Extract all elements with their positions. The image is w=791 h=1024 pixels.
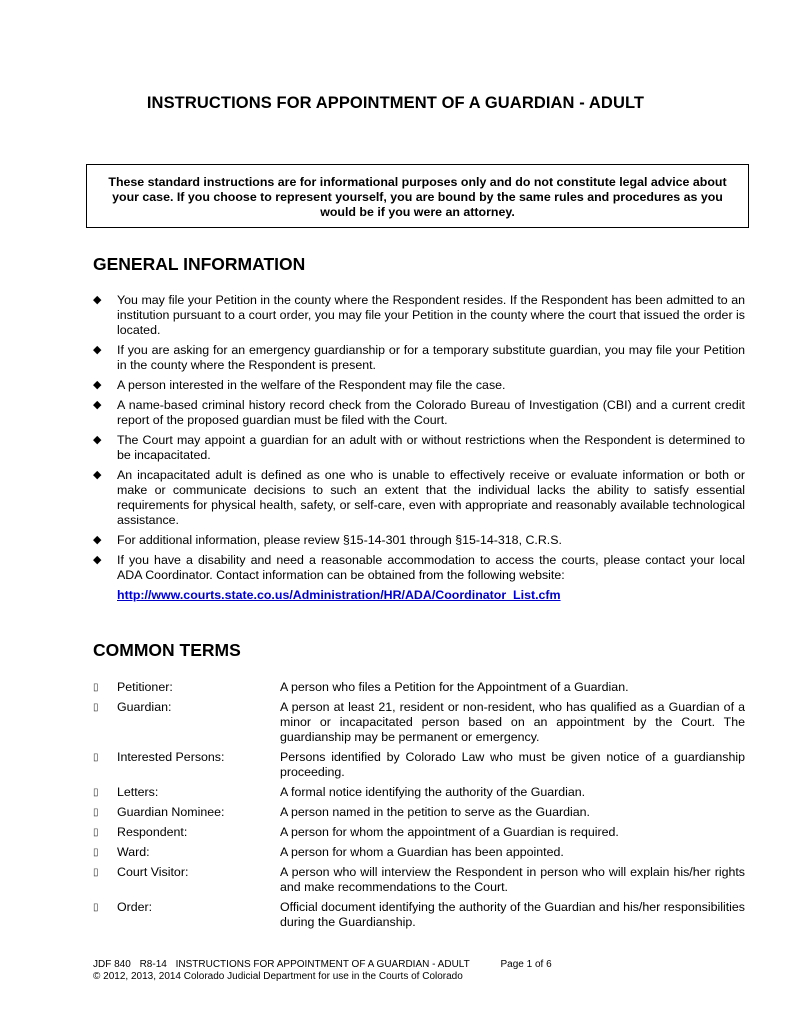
term-name: Petitioner: [117, 680, 173, 694]
term-definition: A formal notice identifying the authority of the Guardian. [280, 785, 586, 799]
term-name: Order: [117, 900, 153, 914]
diamond-icon: ◆ [93, 399, 102, 411]
term-definition: Official document identifying the authority of the Guardian and his/her responsibilities during the Guardianship. [280, 900, 745, 929]
list-item [93, 553, 745, 603]
missing-glyph-icon: ▯ [93, 867, 99, 878]
list-item: ◆ A person interested in the welfare of the Respondent may file the case. [93, 378, 506, 392]
term-name: Ward: [117, 845, 150, 859]
list-item [93, 805, 745, 820]
missing-glyph-icon: ▯ [93, 682, 99, 693]
list-item [93, 680, 745, 695]
missing-glyph-icon: ▯ [93, 787, 99, 798]
missing-glyph-icon: ▯ [93, 702, 99, 713]
missing-glyph-icon: ▯ [93, 752, 99, 763]
term-name: Respondent: [117, 825, 188, 839]
list-item [93, 750, 745, 780]
list-item [93, 900, 745, 930]
disclaimer-box [86, 164, 749, 228]
diamond-icon: ◆ [93, 379, 102, 391]
page-number: Page 1 of 6 [500, 959, 552, 970]
diamond-icon: ◆ [93, 469, 102, 481]
diamond-icon: ◆ [93, 534, 102, 546]
disclaimer-text: These standard instructions are for informational purposes only and do not constitute legal advice about your case. If you choose to represent yourself, you are bound by the same rules and procedures as you would be if you were an attorney. [108, 175, 727, 219]
common-terms-heading: COMMON TERMS [93, 640, 241, 660]
page-footer [93, 959, 558, 983]
list-item: ◆ The Court may appoint a guardian for an adult with or without restrictions when the Respondent is determined to be incapacitated. [93, 433, 745, 462]
diamond-icon: ◆ [93, 434, 102, 446]
copyright: © 2012, 2013, 2014 Colorado Judicial Department for use in the Courts of Colorado [93, 971, 463, 982]
form-revision: R8-14 [139, 959, 167, 970]
list-item [93, 865, 745, 895]
term-definition: A person named in the petition to serve as the Guardian. [280, 805, 590, 819]
list-item: ◆ For additional information, please review §15-14-301 through §15-14-318, C.R.S. [93, 533, 562, 547]
term-name: Court Visitor: [117, 865, 189, 879]
list-item: ◆ An incapacitated adult is defined as one who is unable to effectively receive or evaluate information or both or make or communicate decisions to such an extent that the individual lacks the ability to satisfy essential requirements for physical health, safety, or self-care, even with appropriate and reasonably available technological assistance. [93, 468, 745, 527]
list-item: ◆ If you are asking for an emergency guardianship or for a temporary substitute guardian, you may file your Petition in the county where the Respondent is present. [93, 343, 745, 372]
term-definition: A person for whom a Guardian has been appointed. [280, 845, 564, 859]
diamond-icon: ◆ [93, 344, 102, 356]
ada-coordinator-link[interactable]: http://www.courts.state.co.us/Administration/HR/ADA/Coordinator_List.cfm [117, 588, 561, 602]
ada-accommodation-text: If you have a disability and need a reasonable accommodation to access the courts, please contact your local ADA Coordinator. Contact information can be obtained from the following website: [117, 553, 745, 582]
diamond-icon: ◆ [93, 554, 102, 566]
list-item [93, 825, 745, 840]
list-item: ◆ A name-based criminal history record check from the Colorado Bureau of Investigation (CBI) and a current credit report of the proposed guardian must be filed with the Court. [93, 398, 745, 427]
list-item [93, 700, 745, 745]
list-item [93, 845, 745, 860]
term-definition: A person at least 21, resident or non-resident, who has qualified as a Guardian of a minor or incapacitated person based on an appointment by the Court. The guardianship may be permanent or emergency. [280, 700, 745, 744]
form-id: JDF 840 [93, 959, 131, 970]
missing-glyph-icon: ▯ [93, 807, 99, 818]
term-definition: A person who will interview the Respondent in person who will explain his/her rights and make recommendations to the Court. [280, 865, 745, 894]
general-information-list [93, 293, 745, 608]
missing-glyph-icon: ▯ [93, 902, 99, 913]
document-title: INSTRUCTIONS FOR APPOINTMENT OF A GUARDIAN - ADULT [146, 94, 645, 112]
term-name: Guardian Nominee: [117, 805, 225, 819]
missing-glyph-icon: ▯ [93, 847, 99, 858]
term-definition: A person who files a Petition for the Appointment of a Guardian. [280, 680, 629, 694]
diamond-icon: ◆ [93, 294, 102, 306]
term-definition: A person for whom the appointment of a Guardian is required. [280, 825, 619, 839]
form-title: INSTRUCTIONS FOR APPOINTMENT OF A GUARDIAN - ADULT [175, 959, 470, 970]
list-item [93, 785, 745, 800]
missing-glyph-icon: ▯ [93, 827, 99, 838]
common-terms-list [93, 680, 745, 935]
general-information-heading: GENERAL INFORMATION [93, 254, 306, 274]
term-name: Interested Persons: [117, 750, 225, 764]
list-item: ◆ You may file your Petition in the county where the Respondent resides. If the Respondent has been admitted to an institution pursuant to a court order, you may file your Petition in the county where the court that issued the order is located. [93, 293, 745, 337]
term-name: Letters: [117, 785, 159, 799]
term-name: Guardian: [117, 700, 172, 714]
term-definition: Persons identified by Colorado Law who must be given notice of a guardianship proceeding. [280, 750, 745, 779]
